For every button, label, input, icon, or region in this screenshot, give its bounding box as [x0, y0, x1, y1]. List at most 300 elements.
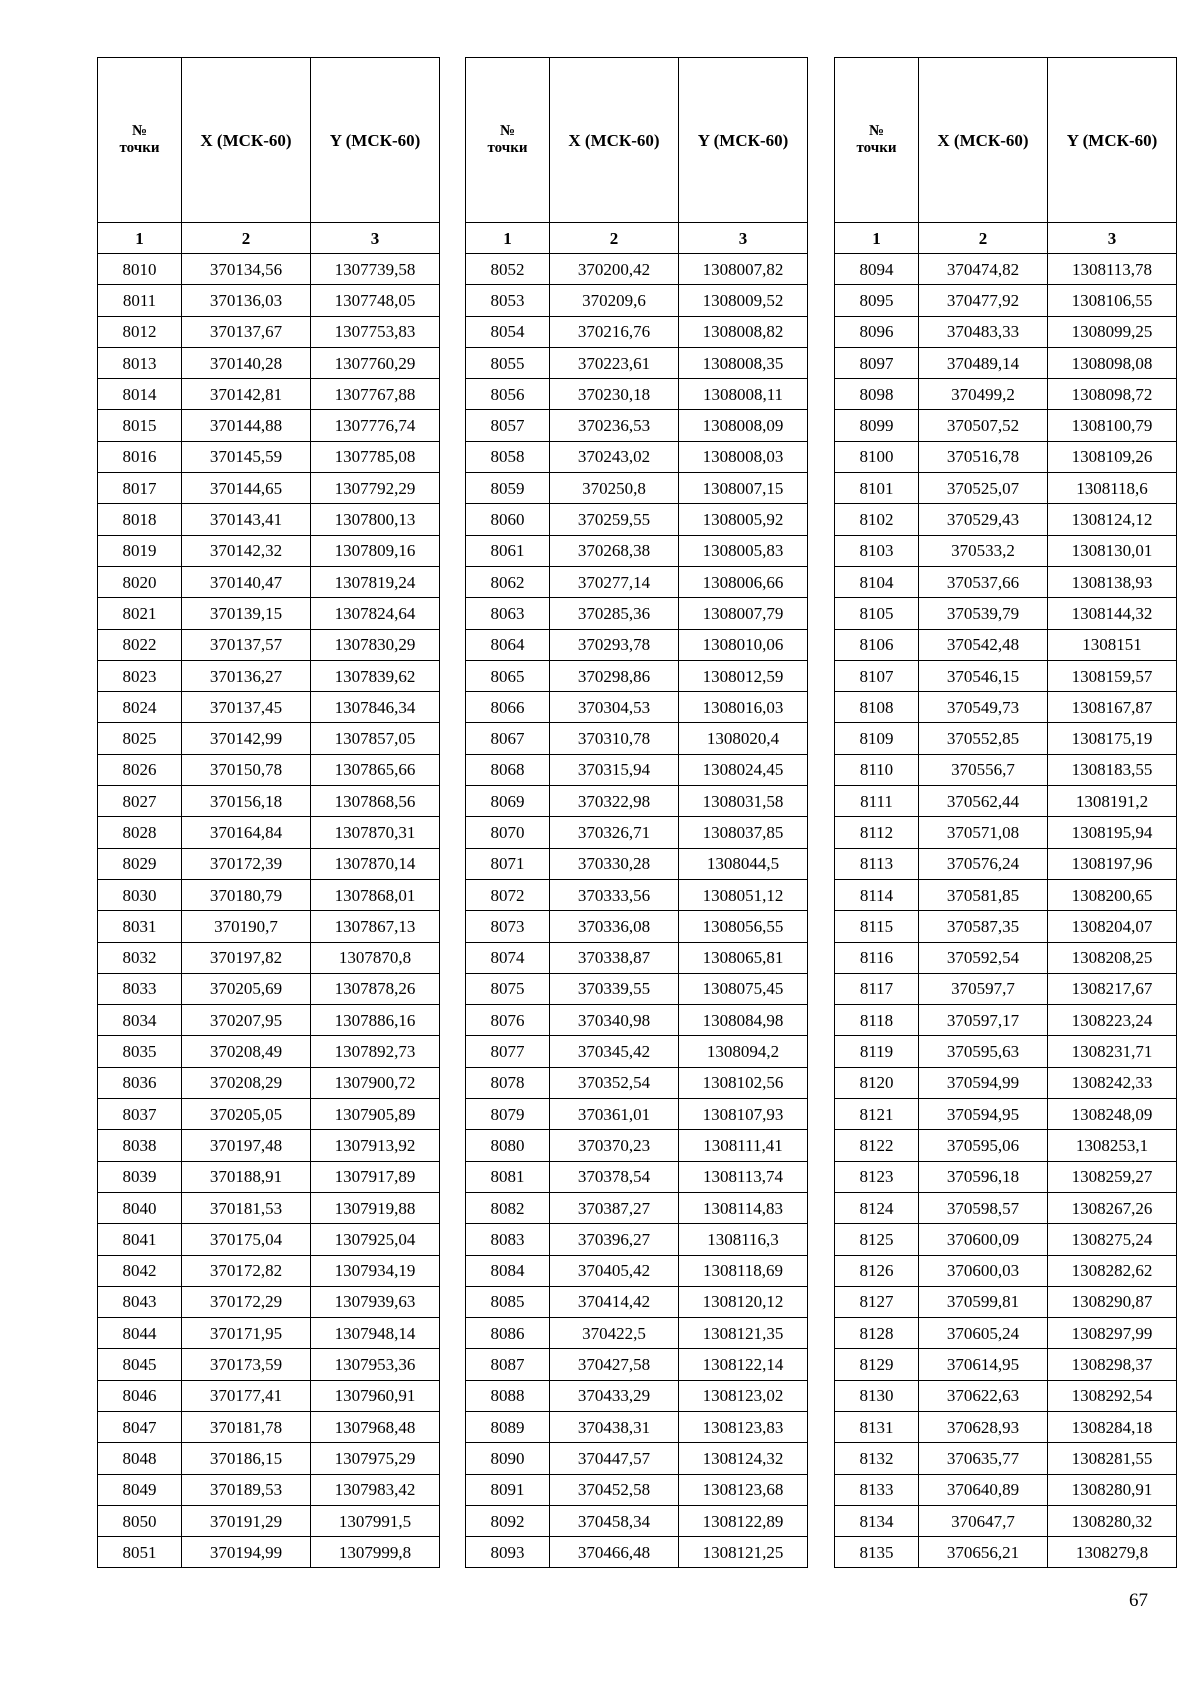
point-number-cell: 8011: [98, 285, 182, 316]
y-coordinate-cell: 1308008,09: [679, 410, 808, 441]
table-row: [835, 347, 1177, 378]
point-number-cell: 8114: [835, 879, 919, 910]
point-number-cell: 8122: [835, 1130, 919, 1161]
column-number: 1: [835, 223, 919, 254]
y-coordinate-cell: 1308124,12: [1048, 504, 1177, 535]
table-row: [98, 410, 440, 441]
y-coordinate-cell: 1308005,92: [679, 504, 808, 535]
table-row: [835, 254, 1177, 285]
point-number-cell: 8010: [98, 254, 182, 285]
table-row: [835, 1411, 1177, 1442]
y-coordinate-cell: 1308051,12: [679, 879, 808, 910]
table-row: [466, 379, 808, 410]
y-coordinate-cell: 1307925,04: [311, 1224, 440, 1255]
y-coordinate-cell: 1308044,5: [679, 848, 808, 879]
x-coordinate-cell: 370422,5: [550, 1318, 679, 1349]
point-number-cell: 8068: [466, 754, 550, 785]
table-row: [98, 973, 440, 1004]
y-coordinate-cell: 1308123,02: [679, 1380, 808, 1411]
point-number-cell: 8125: [835, 1224, 919, 1255]
x-coordinate-cell: 370507,52: [919, 410, 1048, 441]
table-row: [835, 1005, 1177, 1036]
table-row: [835, 1474, 1177, 1505]
x-coordinate-cell: 370191,29: [182, 1505, 311, 1536]
table-row: [835, 1224, 1177, 1255]
x-coordinate-cell: 370194,99: [182, 1537, 311, 1568]
table-row: [98, 848, 440, 879]
x-coordinate-cell: 370144,65: [182, 473, 311, 504]
table-row: [835, 1036, 1177, 1067]
x-coordinate-cell: 370414,42: [550, 1286, 679, 1317]
y-coordinate-cell: 1308290,87: [1048, 1286, 1177, 1317]
table-row: [466, 1474, 808, 1505]
x-coordinate-cell: 370136,03: [182, 285, 311, 316]
point-number-cell: 8040: [98, 1192, 182, 1223]
column-number-row: [835, 223, 1177, 254]
y-coordinate-cell: 1308107,93: [679, 1099, 808, 1130]
y-coordinate-cell: 1307905,89: [311, 1099, 440, 1130]
y-coordinate-cell: 1308223,24: [1048, 1005, 1177, 1036]
table-row: [98, 629, 440, 660]
y-coordinate-cell: 1308123,83: [679, 1411, 808, 1442]
y-coordinate-cell: 1307739,58: [311, 254, 440, 285]
x-coordinate-cell: 370209,6: [550, 285, 679, 316]
x-coordinate-cell: 370197,82: [182, 942, 311, 973]
x-coordinate-cell: 370338,87: [550, 942, 679, 973]
table-row: [98, 1380, 440, 1411]
point-number-cell: 8091: [466, 1474, 550, 1505]
y-coordinate-cell: 1307892,73: [311, 1036, 440, 1067]
point-number-cell: 8127: [835, 1286, 919, 1317]
point-number-cell: 8118: [835, 1005, 919, 1036]
y-coordinate-cell: 1308280,32: [1048, 1505, 1177, 1536]
point-number-cell: 8064: [466, 629, 550, 660]
x-coordinate-cell: 370378,54: [550, 1161, 679, 1192]
table-row: [466, 1505, 808, 1536]
x-coordinate-cell: 370186,15: [182, 1443, 311, 1474]
table-row: [466, 566, 808, 597]
point-number-cell: 8048: [98, 1443, 182, 1474]
x-coordinate-cell: 370173,59: [182, 1349, 311, 1380]
x-coordinate-cell: 370144,88: [182, 410, 311, 441]
x-coordinate-cell: 370140,47: [182, 566, 311, 597]
point-number-cell: 8067: [466, 723, 550, 754]
table-row: [466, 254, 808, 285]
x-coordinate-cell: 370137,57: [182, 629, 311, 660]
x-coordinate-cell: 370562,44: [919, 786, 1048, 817]
y-coordinate-cell: 1308281,55: [1048, 1443, 1177, 1474]
x-coordinate-cell: 370447,57: [550, 1443, 679, 1474]
y-coordinate-cell: 1307753,83: [311, 316, 440, 347]
x-coordinate-cell: 370640,89: [919, 1474, 1048, 1505]
point-number-cell: 8093: [466, 1537, 550, 1568]
table-row: [98, 817, 440, 848]
point-number-cell: 8085: [466, 1286, 550, 1317]
x-coordinate-cell: 370142,32: [182, 535, 311, 566]
x-coordinate-cell: 370597,7: [919, 973, 1048, 1004]
y-coordinate-cell: 1308118,69: [679, 1255, 808, 1286]
x-coordinate-cell: 370600,09: [919, 1224, 1048, 1255]
y-coordinate-cell: 1308248,09: [1048, 1099, 1177, 1130]
x-coordinate-cell: 370594,99: [919, 1067, 1048, 1098]
y-coordinate-cell: 1307968,48: [311, 1411, 440, 1442]
y-coordinate-cell: 1308008,03: [679, 441, 808, 472]
point-number-cell: 8065: [466, 660, 550, 691]
x-coordinate-cell: 370600,03: [919, 1255, 1048, 1286]
y-coordinate-cell: 1308123,68: [679, 1474, 808, 1505]
y-coordinate-cell: 1307809,16: [311, 535, 440, 566]
table-row: [98, 1099, 440, 1130]
x-coordinate-cell: 370326,71: [550, 817, 679, 848]
x-coordinate-cell: 370597,17: [919, 1005, 1048, 1036]
header-row: [98, 58, 440, 223]
y-coordinate-cell: 1307792,29: [311, 473, 440, 504]
x-coordinate-cell: 370370,23: [550, 1130, 679, 1161]
point-number-cell: 8032: [98, 942, 182, 973]
table-row: [466, 848, 808, 879]
table-row: [466, 879, 808, 910]
table-row: [835, 973, 1177, 1004]
y-coordinate-cell: 1307776,74: [311, 410, 440, 441]
x-coordinate-cell: 370427,58: [550, 1349, 679, 1380]
x-coordinate-cell: 370466,48: [550, 1537, 679, 1568]
x-coordinate-cell: 370137,45: [182, 692, 311, 723]
x-coordinate-cell: 370172,29: [182, 1286, 311, 1317]
x-coordinate-cell: 370230,18: [550, 379, 679, 410]
y-coordinate-cell: 1308099,25: [1048, 316, 1177, 347]
x-coordinate-cell: 370259,55: [550, 504, 679, 535]
table-row: [466, 1192, 808, 1223]
y-coordinate-cell: 1308275,24: [1048, 1224, 1177, 1255]
point-number-cell: 8016: [98, 441, 182, 472]
point-number-cell: 8074: [466, 942, 550, 973]
point-number-cell: 8098: [835, 379, 919, 410]
y-coordinate-cell: 1308297,99: [1048, 1318, 1177, 1349]
x-coordinate-cell: 370339,55: [550, 973, 679, 1004]
x-coordinate-cell: 370164,84: [182, 817, 311, 848]
y-coordinate-cell: 1308005,83: [679, 535, 808, 566]
point-number-cell: 8134: [835, 1505, 919, 1536]
y-coordinate-cell: 1307824,64: [311, 598, 440, 629]
x-coordinate-cell: 370322,98: [550, 786, 679, 817]
x-coordinate-cell: 370635,77: [919, 1443, 1048, 1474]
y-coordinate-cell: 1307983,42: [311, 1474, 440, 1505]
y-coordinate-cell: 1307991,5: [311, 1505, 440, 1536]
table-row: [835, 786, 1177, 817]
table-row: [466, 911, 808, 942]
table-row: [835, 285, 1177, 316]
x-coordinate-cell: 370142,99: [182, 723, 311, 754]
y-coordinate-cell: 1308102,56: [679, 1067, 808, 1098]
table-row: [98, 1505, 440, 1536]
x-coordinate-cell: 370250,8: [550, 473, 679, 504]
table-row: [835, 911, 1177, 942]
point-number-cell: 8099: [835, 410, 919, 441]
column-number: 2: [550, 223, 679, 254]
y-coordinate-cell: 1308007,82: [679, 254, 808, 285]
point-number-cell: 8073: [466, 911, 550, 942]
table-row: [835, 1161, 1177, 1192]
point-number-cell: 8029: [98, 848, 182, 879]
x-coordinate-cell: 370594,95: [919, 1099, 1048, 1130]
y-coordinate-cell: 1308113,78: [1048, 254, 1177, 285]
x-coordinate-cell: 370139,15: [182, 598, 311, 629]
point-number-cell: 8113: [835, 848, 919, 879]
x-coordinate-cell: 370542,48: [919, 629, 1048, 660]
point-number-cell: 8094: [835, 254, 919, 285]
table-row: [98, 786, 440, 817]
y-coordinate-cell: 1308098,08: [1048, 347, 1177, 378]
x-coordinate-cell: 370571,08: [919, 817, 1048, 848]
table-row: [98, 598, 440, 629]
y-coordinate-cell: 1307878,26: [311, 973, 440, 1004]
table-row: [98, 723, 440, 754]
y-coordinate-cell: 1307748,05: [311, 285, 440, 316]
x-coordinate-cell: 370529,43: [919, 504, 1048, 535]
y-coordinate-cell: 1307868,01: [311, 879, 440, 910]
point-number-cell: 8133: [835, 1474, 919, 1505]
x-coordinate-cell: 370330,28: [550, 848, 679, 879]
table-row: [466, 692, 808, 723]
x-coordinate-cell: 370140,28: [182, 347, 311, 378]
point-number-cell: 8117: [835, 973, 919, 1004]
table-row: [466, 1380, 808, 1411]
y-coordinate-cell: 1308098,72: [1048, 379, 1177, 410]
table-row: [98, 1067, 440, 1098]
y-header: Y (МСК-60): [679, 58, 808, 223]
point-number-cell: 8063: [466, 598, 550, 629]
x-coordinate-cell: 370647,7: [919, 1505, 1048, 1536]
column-number: 3: [1048, 223, 1177, 254]
x-coordinate-cell: 370656,21: [919, 1537, 1048, 1568]
x-coordinate-cell: 370197,48: [182, 1130, 311, 1161]
x-coordinate-cell: 370539,79: [919, 598, 1048, 629]
x-coordinate-cell: 370156,18: [182, 786, 311, 817]
x-coordinate-cell: 370499,2: [919, 379, 1048, 410]
point-number-cell: 8115: [835, 911, 919, 942]
y-coordinate-cell: 1307839,62: [311, 660, 440, 691]
x-coordinate-cell: 370599,81: [919, 1286, 1048, 1317]
point-number-cell: 8041: [98, 1224, 182, 1255]
point-number-cell: 8015: [98, 410, 182, 441]
x-coordinate-cell: 370285,36: [550, 598, 679, 629]
table-row: [835, 942, 1177, 973]
y-coordinate-cell: 1307870,14: [311, 848, 440, 879]
table-row: [835, 660, 1177, 691]
y-coordinate-cell: 1308124,32: [679, 1443, 808, 1474]
point-number-cell: 8083: [466, 1224, 550, 1255]
y-coordinate-cell: 1308121,25: [679, 1537, 808, 1568]
point-number-cell: 8131: [835, 1411, 919, 1442]
table-row: [835, 379, 1177, 410]
y-coordinate-cell: 1308084,98: [679, 1005, 808, 1036]
table-row: [98, 379, 440, 410]
point-number-cell: 8105: [835, 598, 919, 629]
table-row: [98, 1036, 440, 1067]
y-coordinate-cell: 1308008,35: [679, 347, 808, 378]
table-row: [835, 692, 1177, 723]
y-coordinate-cell: 1307919,88: [311, 1192, 440, 1223]
x-coordinate-cell: 370277,14: [550, 566, 679, 597]
x-coordinate-cell: 370595,06: [919, 1130, 1048, 1161]
point-number-cell: 8044: [98, 1318, 182, 1349]
point-number-cell: 8088: [466, 1380, 550, 1411]
table-row: [466, 1067, 808, 1098]
point-number-cell: 8079: [466, 1099, 550, 1130]
point-number-cell: 8092: [466, 1505, 550, 1536]
point-number-cell: 8042: [98, 1255, 182, 1286]
y-coordinate-cell: 1308144,32: [1048, 598, 1177, 629]
y-coordinate-cell: 1308006,66: [679, 566, 808, 597]
x-coordinate-cell: 370172,82: [182, 1255, 311, 1286]
table-row: [98, 1349, 440, 1380]
x-coordinate-cell: 370438,31: [550, 1411, 679, 1442]
point-number-cell: 8020: [98, 566, 182, 597]
point-number-cell: 8051: [98, 1537, 182, 1568]
table-row: [835, 1505, 1177, 1536]
y-header: Y (МСК-60): [1048, 58, 1177, 223]
point-number-cell: 8124: [835, 1192, 919, 1223]
table-row: [466, 786, 808, 817]
table-row: [835, 1318, 1177, 1349]
table-row: [98, 535, 440, 566]
y-coordinate-cell: 1308253,1: [1048, 1130, 1177, 1161]
x-coordinate-cell: 370205,05: [182, 1099, 311, 1130]
table-row: [466, 473, 808, 504]
point-number-cell: 8019: [98, 535, 182, 566]
table-row: [835, 817, 1177, 848]
table-row: [98, 504, 440, 535]
y-coordinate-cell: 1307785,08: [311, 441, 440, 472]
y-coordinate-cell: 1307934,19: [311, 1255, 440, 1286]
x-coordinate-cell: 370171,95: [182, 1318, 311, 1349]
table-row: [835, 848, 1177, 879]
point-number-cell: 8128: [835, 1318, 919, 1349]
table-row: [98, 879, 440, 910]
column-number: 3: [679, 223, 808, 254]
x-coordinate-cell: 370614,95: [919, 1349, 1048, 1380]
x-coordinate-cell: 370525,07: [919, 473, 1048, 504]
point-number-cell: 8101: [835, 473, 919, 504]
point-number-cell: 8060: [466, 504, 550, 535]
point-number-cell: 8035: [98, 1036, 182, 1067]
point-number-cell: 8130: [835, 1380, 919, 1411]
y-coordinate-cell: 1307900,72: [311, 1067, 440, 1098]
y-coordinate-cell: 1307867,13: [311, 911, 440, 942]
point-number-cell: 8120: [835, 1067, 919, 1098]
point-number-header: № точки: [835, 58, 919, 223]
header-row: [466, 58, 808, 223]
y-coordinate-cell: 1308075,45: [679, 973, 808, 1004]
page-number: 67: [1129, 1590, 1148, 1611]
point-number-cell: 8070: [466, 817, 550, 848]
point-number-cell: 8058: [466, 441, 550, 472]
table-row: [98, 942, 440, 973]
y-coordinate-cell: 1307870,31: [311, 817, 440, 848]
y-coordinate-cell: 1308231,71: [1048, 1036, 1177, 1067]
y-coordinate-cell: 1308259,27: [1048, 1161, 1177, 1192]
table-row: [466, 1255, 808, 1286]
table-row: [835, 1255, 1177, 1286]
table-row: [466, 347, 808, 378]
y-coordinate-cell: 1308012,59: [679, 660, 808, 691]
table-row: [835, 504, 1177, 535]
point-number-cell: 8075: [466, 973, 550, 1004]
table-row: [835, 1067, 1177, 1098]
point-number-cell: 8027: [98, 786, 182, 817]
table-row: [835, 1443, 1177, 1474]
point-number-cell: 8059: [466, 473, 550, 504]
point-number-cell: 8135: [835, 1537, 919, 1568]
x-header: X (МСК-60): [550, 58, 679, 223]
x-coordinate-cell: 370387,27: [550, 1192, 679, 1223]
x-coordinate-cell: 370208,29: [182, 1067, 311, 1098]
table-row: [98, 660, 440, 691]
x-coordinate-cell: 370595,63: [919, 1036, 1048, 1067]
point-number-header: № точки: [98, 58, 182, 223]
table-row: [466, 973, 808, 1004]
table-row: [98, 692, 440, 723]
x-coordinate-cell: 370352,54: [550, 1067, 679, 1098]
table-row: [98, 911, 440, 942]
point-number-cell: 8012: [98, 316, 182, 347]
x-coordinate-cell: 370298,86: [550, 660, 679, 691]
x-coordinate-cell: 370587,35: [919, 911, 1048, 942]
y-coordinate-cell: 1308008,82: [679, 316, 808, 347]
y-coordinate-cell: 1307830,29: [311, 629, 440, 660]
x-coordinate-cell: 370172,39: [182, 848, 311, 879]
y-coordinate-cell: 1308020,4: [679, 723, 808, 754]
x-coordinate-cell: 370136,27: [182, 660, 311, 691]
point-number-cell: 8037: [98, 1099, 182, 1130]
y-coordinate-cell: 1308009,52: [679, 285, 808, 316]
table-row: [466, 441, 808, 472]
column-number: 1: [466, 223, 550, 254]
point-number-cell: 8078: [466, 1067, 550, 1098]
table-row: [835, 441, 1177, 472]
point-number-cell: 8076: [466, 1005, 550, 1036]
point-number-cell: 8116: [835, 942, 919, 973]
x-coordinate-cell: 370433,29: [550, 1380, 679, 1411]
point-number-cell: 8025: [98, 723, 182, 754]
x-coordinate-cell: 370605,24: [919, 1318, 1048, 1349]
point-number-cell: 8084: [466, 1255, 550, 1286]
y-coordinate-cell: 1307975,29: [311, 1443, 440, 1474]
point-number-cell: 8095: [835, 285, 919, 316]
table-row: [466, 1161, 808, 1192]
point-number-cell: 8086: [466, 1318, 550, 1349]
x-coordinate-cell: 370345,42: [550, 1036, 679, 1067]
x-coordinate-cell: 370556,7: [919, 754, 1048, 785]
y-coordinate-cell: 1308130,01: [1048, 535, 1177, 566]
y-coordinate-cell: 1308197,96: [1048, 848, 1177, 879]
table-row: [466, 629, 808, 660]
x-coordinate-cell: 370361,01: [550, 1099, 679, 1130]
x-coordinate-cell: 370592,54: [919, 942, 1048, 973]
x-coordinate-cell: 370243,02: [550, 441, 679, 472]
y-coordinate-cell: 1308183,55: [1048, 754, 1177, 785]
point-number-header: № точки: [466, 58, 550, 223]
y-coordinate-cell: 1307870,8: [311, 942, 440, 973]
point-number-cell: 8072: [466, 879, 550, 910]
y-coordinate-cell: 1307913,92: [311, 1130, 440, 1161]
point-number-cell: 8013: [98, 347, 182, 378]
point-number-cell: 8026: [98, 754, 182, 785]
table-row: [466, 754, 808, 785]
y-coordinate-cell: 1308204,07: [1048, 911, 1177, 942]
x-coordinate-cell: 370333,56: [550, 879, 679, 910]
x-coordinate-cell: 370145,59: [182, 441, 311, 472]
